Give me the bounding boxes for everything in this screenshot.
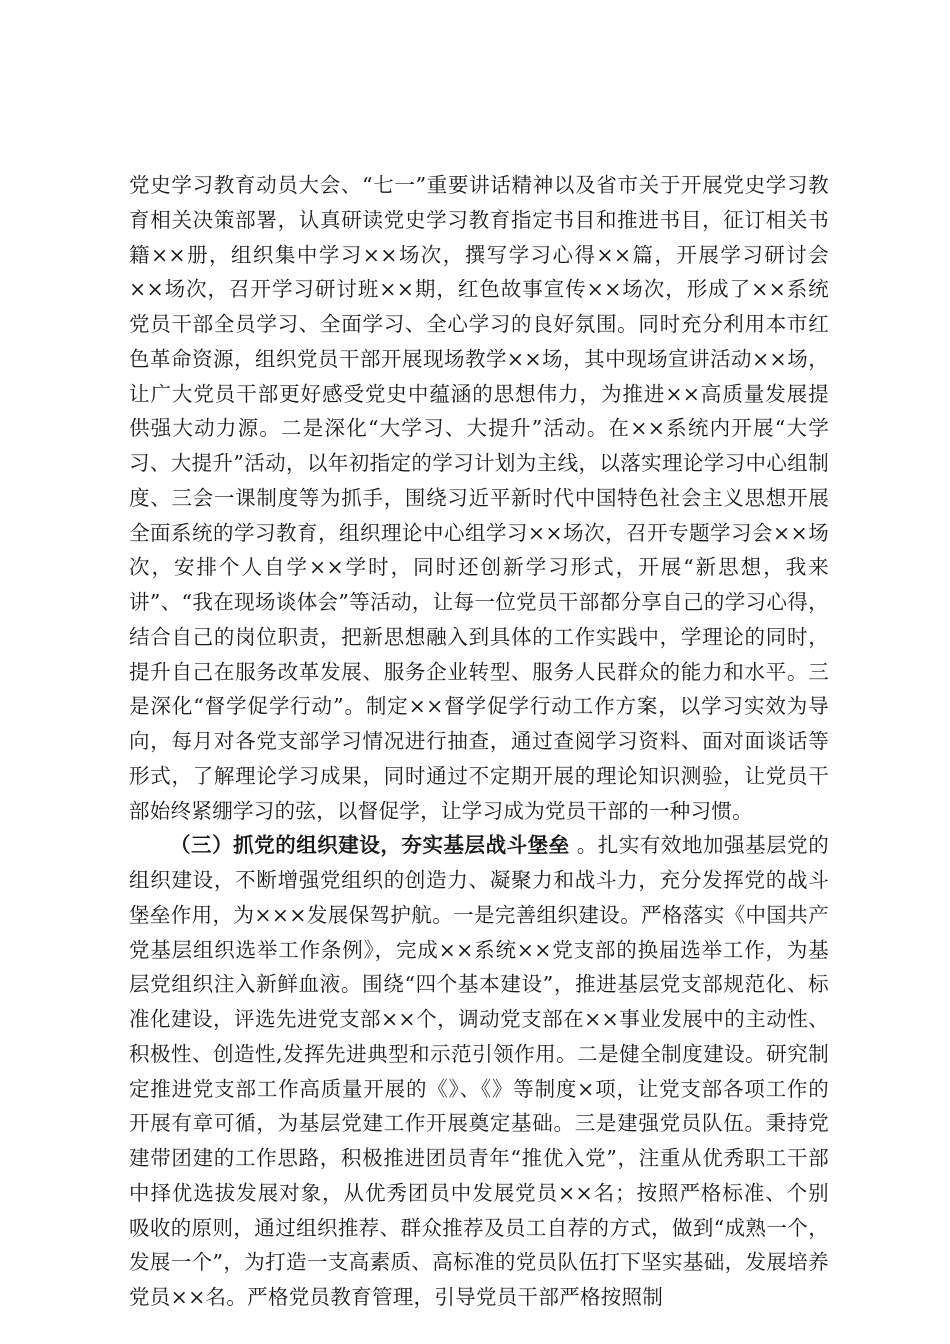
document-body bbox=[129, 168, 829, 1315]
paragraph-section-3 bbox=[129, 828, 829, 1315]
paragraph-1: 党史学习教育动员大会、“七一”重要讲话精神以及省市关于开展党史学习教育相关决策部署，认真研读党史学习教育指定书目和推进书目，征订相关书籍××册，组织集中学习××场次，撰写学习心得××篇，开展学习研讨会××场次，召开学习研讨班××期，红色故事宣传××场次，形成了××系统党员干部全员学习、全面学习、全心学习的良好氛围。同时充分利用本市红色革命资源，组织党员干部开展现场教学××场，其中现场宣讲活动××场，让广大党员干部更好感受党史中蕴涵的思想伟力，为推进××高质量发展提供强大动力源。二是深化“大学习、大提升”活动。在××系统内开展“大学习、大提升”活动，以年初指定的学习计划为主线，以落实理论学习中心组制度、三会一课制度等为抓手，围绕习近平新时代中国特色社会主义思想开展全面系统的学习教育，组织理论中心组学习××场次，召开专题学习会××场次，安排个人自学××学时，同时还创新学习形式，开展“新思想，我来讲”、“我在现场谈体会”等活动，让每一位党员干部都分享自己的学习心得，结合自己的岗位职责，把新思想融入到具体的工作实践中，学理论的同时，提升自己在服务改革发展、服务企业转型、服务人民群众的能力和水平。三是深化“督学促学行动”。制定××督学促学行动工作方案，以学习实效为导向，每月对各党支部学习情况进行抽查，通过查阅学习资料、面对面谈话等形式，了解理论学习成果，同时通过不定期开展的理论知识测验，让党员干部始终紧绷学习的弦，以督促学，让学习成为党员干部的一种习惯。 bbox=[129, 173, 829, 823]
section-3-body: 。扎实有效地加强基层党的组织建设，不断增强党组织的创造力、凝聚力和战斗力，充分发挥党的战斗堡垒作用，为×××发展保驾护航。一是完善组织建设。严格落实《中国共产党基层组织选举工作条例》，完成××系统××党支部的换届选举工作，为基层党组织注入新鲜血液。围绕“四个基本建设”，推进基层党支部规范化、标准化建设，评选先进党支部××个，调动党支部在××事业发展中的主动性、积极性、创造性,发挥先进典型和示范引领作用。二是健全制度建设。研究制定推进党支部工作高质量开展的《》、《》等制度×项，让党支部各项工作的开展有章可循，为基层党建工作开展奠定基础。三是建强党员队伍。秉持党建带团建的工作思路，积极推进团员青年“推优入党”，注重从优秀职工干部中择优选拔发展对象，从优秀团员中发展党员××名；按照严格标准、个别吸收的原则，通过组织推荐、群众推荐及员工自荐的方式，做到“成熟一个，发展一个”，为打造一支高素质、高标准的党员队伍打下坚实基础，发展培养党员××名。严格党员教育管理，引导党员干部严格按照制 bbox=[129, 833, 829, 1309]
section-3-heading: （三）抓党的组织建设，夯实基层战斗堡垒 bbox=[170, 833, 570, 858]
